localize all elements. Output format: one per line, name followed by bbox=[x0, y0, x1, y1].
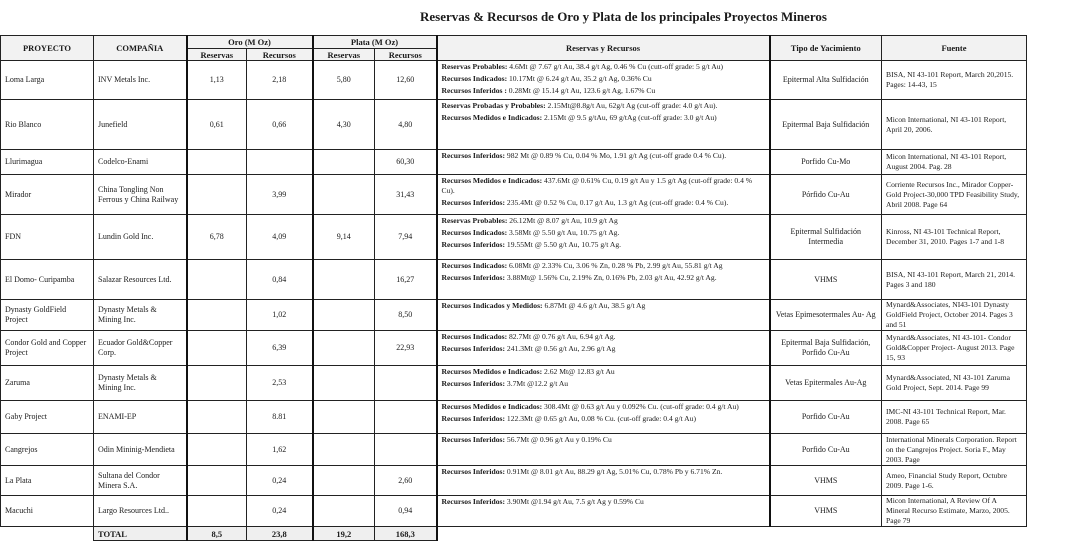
resource-category: Recursos Inferidos : bbox=[441, 86, 507, 95]
resource-detail: 122.3Mt @ 0.65 g/t Au, 0.08 % Cu. (cut-off grade: 0.4 g/t Au) bbox=[505, 414, 696, 423]
cell-fuente: Mynard&Associates, NI43-101 Dynasty GoldField Project, October 2014. Pages 3 and 51 bbox=[882, 300, 1027, 331]
resource-category: Recursos Inferidos: bbox=[441, 151, 505, 160]
cell-plata-recursos: 7,94 bbox=[375, 215, 437, 260]
header-plata: Plata (M Oz) bbox=[313, 36, 437, 49]
resource-detail: 3.90Mt @1.94 g/t Au, 7.5 g/t Ag y 0.59% Cu bbox=[505, 497, 644, 506]
cell-oro-reservas: 0,61 bbox=[187, 100, 247, 150]
cell-plata-recursos bbox=[375, 366, 437, 401]
cell-oro-reservas bbox=[187, 260, 247, 300]
header-tipo: Tipo de Yacimiento bbox=[770, 36, 882, 61]
table-row bbox=[1, 150, 1027, 175]
cell-fuente: Mynard&Associated, NI 43-101 Zaruma Gold Project, Sept. 2014. Page 99 bbox=[882, 366, 1027, 401]
resource-entry bbox=[442, 86, 765, 96]
resource-category: Recursos Inferidos: bbox=[441, 240, 505, 249]
resource-entry bbox=[442, 402, 765, 412]
resource-detail: 10.17Mt @ 6.24 g/t Au, 35.2 g/t Ag, 0.36% Cu bbox=[507, 74, 652, 83]
resource-entry bbox=[442, 101, 765, 111]
resource-entry bbox=[442, 198, 765, 208]
cell-tipo-yacimiento: Epitermal Alta Sulfidación bbox=[770, 61, 882, 100]
total-label: TOTAL bbox=[94, 527, 187, 541]
cell-oro-recursos: 0,66 bbox=[247, 100, 313, 150]
resource-entry bbox=[442, 62, 765, 72]
cell-proyecto: Rio Blanco bbox=[1, 100, 94, 150]
cell-plata-recursos: 22,93 bbox=[375, 331, 437, 366]
cell-oro-recursos: 0,84 bbox=[247, 260, 313, 300]
resource-category: Recursos Inferidos: bbox=[441, 344, 505, 353]
resource-category: Recursos Inferidos: bbox=[441, 379, 505, 388]
cell-fuente: Kinross, NI 43-101 Technical Report, December 31, 2010. Pages 1-7 and 1-8 bbox=[882, 215, 1027, 260]
total-plata-reservas: 19,2 bbox=[313, 527, 375, 541]
cell-oro-reservas bbox=[187, 300, 247, 331]
resource-detail: 0.91Mt @ 8.01 g/t Au, 88.29 g/t Ag, 5.01% Cu, 0.78% Pb y 6.71% Zn. bbox=[505, 467, 723, 476]
cell-plata-reservas bbox=[313, 300, 375, 331]
cell-plata-reservas: 4,30 bbox=[313, 100, 375, 150]
resource-detail: 6.87Mt @ 4.6 g/t Au, 38.5 g/t Ag bbox=[542, 301, 646, 310]
resource-entry bbox=[442, 344, 765, 354]
table-row bbox=[1, 61, 1027, 100]
header-oro-reservas: Reservas bbox=[187, 49, 247, 61]
cell-plata-recursos: 12,60 bbox=[375, 61, 437, 100]
cell-fuente: IMC-NI 43-101 Technical Report, Mar. 2008. Page 65 bbox=[882, 401, 1027, 434]
cell-reservas-recursos bbox=[437, 100, 770, 150]
cell-plata-reservas bbox=[313, 175, 375, 215]
cell-tipo-yacimiento: VHMS bbox=[770, 260, 882, 300]
table-row bbox=[1, 175, 1027, 215]
cell-plata-reservas bbox=[313, 150, 375, 175]
resource-entry bbox=[442, 379, 765, 389]
cell-proyecto: La Plata bbox=[1, 466, 94, 496]
resource-detail: 235.4Mt @ 0.52 % Cu, 0.17 g/t Au, 1.3 g/t Ag (cut-off grade: 0.4 % Cu). bbox=[505, 198, 729, 207]
table-row bbox=[1, 100, 1027, 150]
cell-plata-recursos: 4,80 bbox=[375, 100, 437, 150]
resource-entry bbox=[442, 332, 765, 342]
cell-tipo-yacimiento: Pórfido Cu-Au bbox=[770, 175, 882, 215]
cell-oro-reservas: 1,13 bbox=[187, 61, 247, 100]
total-oro-reservas: 8,5 bbox=[187, 527, 247, 541]
cell-tipo-yacimiento: Epitermal Baja Sulfidación, Porfido Cu-Au bbox=[770, 331, 882, 366]
cell-oro-reservas: 6,78 bbox=[187, 215, 247, 260]
cell-plata-reservas bbox=[313, 260, 375, 300]
cell-fuente: Mynard&Associates, NI 43-101- Condor Gold&Copper Project- August 2013. Page 15, 93 bbox=[882, 331, 1027, 366]
total-row bbox=[1, 527, 1027, 541]
cell-proyecto: Gaby Project bbox=[1, 401, 94, 434]
cell-reservas-recursos bbox=[437, 366, 770, 401]
resource-detail: 241.3Mt @ 0.56 g/t Au, 2.96 g/t Ag bbox=[505, 344, 616, 353]
resource-entry bbox=[442, 301, 765, 311]
cell-oro-recursos: 1,62 bbox=[247, 434, 313, 466]
mining-projects-table bbox=[0, 35, 1027, 541]
resource-category: Recursos Indicados: bbox=[441, 261, 508, 270]
total-plata-recursos: 168,3 bbox=[375, 527, 437, 541]
cell-compania: Lundin Gold Inc. bbox=[94, 215, 187, 260]
header-oro: Oro (M Oz) bbox=[187, 36, 313, 49]
cell-plata-recursos: 31,43 bbox=[375, 175, 437, 215]
resource-category: Recursos Medidos e Indicados: bbox=[441, 113, 543, 122]
blank-cell bbox=[1, 527, 94, 541]
cell-oro-reservas bbox=[187, 150, 247, 175]
cell-plata-recursos bbox=[375, 434, 437, 466]
resource-entry bbox=[442, 414, 765, 424]
resource-category: Reservas Probadas y Probables: bbox=[441, 101, 546, 110]
cell-plata-reservas bbox=[313, 466, 375, 496]
cell-oro-reservas bbox=[187, 434, 247, 466]
cell-reservas-recursos bbox=[437, 331, 770, 366]
cell-proyecto: Dynasty GoldField Project bbox=[1, 300, 94, 331]
cell-proyecto: El Domo- Curipamba bbox=[1, 260, 94, 300]
cell-plata-reservas bbox=[313, 496, 375, 527]
resource-category: Recursos Medidos e Indicados: bbox=[441, 402, 543, 411]
cell-tipo-yacimiento: VHMS bbox=[770, 466, 882, 496]
resource-category: Recursos Medidos e Indicados: bbox=[441, 176, 543, 185]
cell-oro-recursos: 4,09 bbox=[247, 215, 313, 260]
cell-oro-recursos: 2,18 bbox=[247, 61, 313, 100]
cell-tipo-yacimiento: Vetas Epimesotermales Au- Ag bbox=[770, 300, 882, 331]
cell-proyecto: Llurimagua bbox=[1, 150, 94, 175]
resource-entry bbox=[442, 367, 765, 377]
cell-reservas-recursos bbox=[437, 150, 770, 175]
cell-oro-reservas bbox=[187, 496, 247, 527]
header-proyecto: PROYECTO bbox=[1, 36, 94, 61]
resource-detail: 6.08Mt @ 2.33% Cu, 3.06 % Zn, 0.28 % Pb, 2.99 g/t Au, 55.81 g/t Ag bbox=[507, 261, 723, 270]
cell-oro-reservas bbox=[187, 331, 247, 366]
resource-detail: 19.55Mt @ 5.50 g/t Au, 10.75 g/t Ag. bbox=[505, 240, 622, 249]
cell-fuente: International Minerals Corporation. Report on the Cangrejos Project. Soria F., May 2003. Page bbox=[882, 434, 1027, 466]
cell-proyecto: FDN bbox=[1, 215, 94, 260]
cell-reservas-recursos bbox=[437, 434, 770, 466]
cell-plata-reservas: 5,80 bbox=[313, 61, 375, 100]
blank-cell bbox=[437, 527, 1027, 541]
resource-entry bbox=[442, 435, 765, 445]
resource-detail: 308.4Mt @ 0.63 g/t Au y 0.092% Cu. (cut-off grade: 0.4 g/t Au) bbox=[542, 402, 739, 411]
cell-reservas-recursos bbox=[437, 215, 770, 260]
cell-oro-reservas bbox=[187, 466, 247, 496]
cell-oro-recursos: 0,24 bbox=[247, 466, 313, 496]
cell-tipo-yacimiento: Porfido Cu-Au bbox=[770, 401, 882, 434]
resource-category: Recursos Inferidos: bbox=[441, 198, 505, 207]
cell-plata-recursos: 60,30 bbox=[375, 150, 437, 175]
cell-reservas-recursos bbox=[437, 466, 770, 496]
resource-category: Recursos Indicados y Medidos: bbox=[441, 301, 543, 310]
resource-category: Reservas Probables: bbox=[441, 62, 508, 71]
resource-detail: 56.7Mt @ 0.96 g/t Au y 0.19% Cu bbox=[505, 435, 612, 444]
cell-fuente: Micon International, NI 43-101 Report, August 2004. Pag. 28 bbox=[882, 150, 1027, 175]
header-plata-reservas: Reservas bbox=[313, 49, 375, 61]
table-row bbox=[1, 496, 1027, 527]
resource-detail: 3.58Mt @ 5.50 g/t Au, 10.75 g/t Ag. bbox=[507, 228, 620, 237]
cell-oro-recursos: 8.81 bbox=[247, 401, 313, 434]
cell-tipo-yacimiento: VHMS bbox=[770, 496, 882, 527]
cell-reservas-recursos bbox=[437, 496, 770, 527]
cell-proyecto: Loma Larga bbox=[1, 61, 94, 100]
cell-reservas-recursos bbox=[437, 260, 770, 300]
cell-compania: Salazar Resources Ltd. bbox=[94, 260, 187, 300]
cell-oro-recursos: 2,53 bbox=[247, 366, 313, 401]
cell-plata-reservas bbox=[313, 401, 375, 434]
cell-oro-recursos: 1,02 bbox=[247, 300, 313, 331]
cell-compania: Sultana del Condor Minera S.A. bbox=[94, 466, 187, 496]
cell-oro-recursos: 3,99 bbox=[247, 175, 313, 215]
cell-proyecto: Mirador bbox=[1, 175, 94, 215]
resource-detail: 0.28Mt @ 15.14 g/t Au, 123.6 g/t Ag, 1.67% Cu bbox=[506, 86, 656, 95]
cell-proyecto: Zaruma bbox=[1, 366, 94, 401]
table-row bbox=[1, 331, 1027, 366]
resource-entry bbox=[442, 273, 765, 283]
cell-tipo-yacimiento: Porfido Cu-Au bbox=[770, 434, 882, 466]
cell-fuente: Micon International, A Review Of A Mineral Recurso Estimate, Marzo, 2005. Page 79 bbox=[882, 496, 1027, 527]
cell-oro-recursos: 0,24 bbox=[247, 496, 313, 527]
cell-tipo-yacimiento: Epitermal Baja Sulfidación bbox=[770, 100, 882, 150]
cell-compania: Ecuador Gold&Copper Corp. bbox=[94, 331, 187, 366]
cell-plata-recursos: 0,94 bbox=[375, 496, 437, 527]
table-row bbox=[1, 300, 1027, 331]
header-compania: COMPAÑIA bbox=[94, 36, 187, 61]
resource-category: Recursos Indicados: bbox=[441, 332, 508, 341]
cell-reservas-recursos bbox=[437, 300, 770, 331]
cell-proyecto: Macuchi bbox=[1, 496, 94, 527]
table-row bbox=[1, 260, 1027, 300]
header-fuente: Fuente bbox=[882, 36, 1027, 61]
header-oro-recursos: Recursos bbox=[247, 49, 313, 61]
cell-plata-reservas: 9,14 bbox=[313, 215, 375, 260]
cell-plata-recursos: 16,27 bbox=[375, 260, 437, 300]
table-row bbox=[1, 466, 1027, 496]
document-title: Reservas & Recursos de Oro y Plata de los principales Proyectos Mineros bbox=[420, 9, 827, 24]
resource-detail: 2.15Mt @ 9.5 g/tAu, 69 g/tAg (cut-off grade: 3.0 g/t Au) bbox=[542, 113, 717, 122]
cell-compania: Dynasty Metals & Mining Inc. bbox=[94, 300, 187, 331]
cell-compania: Odin Mininig-Mendieta bbox=[94, 434, 187, 466]
cell-oro-recursos bbox=[247, 150, 313, 175]
cell-tipo-yacimiento: Epitermal Sulfidación Intermedia bbox=[770, 215, 882, 260]
cell-oro-reservas bbox=[187, 401, 247, 434]
resource-detail: 2.62 Mt@ 12.83 g/t Au bbox=[542, 367, 615, 376]
cell-compania: Largo Resources Ltd.. bbox=[94, 496, 187, 527]
resource-entry bbox=[442, 228, 765, 238]
table-row bbox=[1, 401, 1027, 434]
resource-detail: 4.6Mt @ 7.67 g/t Au, 38.4 g/t Ag, 0.46 % Cu (cutt-off grade: 5 g/t Au) bbox=[507, 62, 724, 71]
resource-entry bbox=[442, 240, 765, 250]
cell-compania: ENAMI-EP bbox=[94, 401, 187, 434]
cell-plata-reservas bbox=[313, 366, 375, 401]
resource-detail: 437.6Mt @ 0.61% Cu, 0.19 g/t Au y 1.5 g/t Ag (cut-off grade: 0.4 % Cu). bbox=[441, 176, 753, 195]
total-oro-recursos: 23,8 bbox=[247, 527, 313, 541]
resource-entry bbox=[442, 216, 765, 226]
cell-compania: Dynasty Metals & Mining Inc. bbox=[94, 366, 187, 401]
resource-entry bbox=[442, 467, 765, 477]
resource-entry bbox=[442, 497, 765, 507]
cell-oro-reservas bbox=[187, 175, 247, 215]
resource-category: Recursos Inferidos: bbox=[441, 435, 505, 444]
cell-fuente: BISA, NI 43-101 Report, March 20,2015. Pages: 14-43, 15 bbox=[882, 61, 1027, 100]
resource-category: Recursos Inferidos: bbox=[441, 497, 505, 506]
cell-plata-reservas bbox=[313, 434, 375, 466]
cell-proyecto: Cangrejos bbox=[1, 434, 94, 466]
table-row bbox=[1, 215, 1027, 260]
resource-category: Recursos Indicados: bbox=[441, 228, 508, 237]
resource-entry bbox=[442, 151, 765, 161]
table-row bbox=[1, 366, 1027, 401]
header-plata-recursos: Recursos bbox=[375, 49, 437, 61]
resource-category: Recursos Medidos e Indicados: bbox=[441, 367, 543, 376]
resource-detail: 3.88Mt@ 1.56% Cu, 2.19% Zn, 0.16% Pb, 2.03 g/t Au, 42.92 g/t Ag. bbox=[505, 273, 717, 282]
resource-detail: 3.7Mt @12.2 g/t Au bbox=[505, 379, 569, 388]
resource-entry bbox=[442, 176, 765, 196]
resource-entry bbox=[442, 74, 765, 84]
cell-plata-recursos: 2,60 bbox=[375, 466, 437, 496]
cell-fuente: Micon International, NI 43-101 Report, April 20, 2006. bbox=[882, 100, 1027, 150]
cell-compania: INV Metals Inc. bbox=[94, 61, 187, 100]
resource-detail: 82.7Mt @ 0.76 g/t Au, 6.94 g/t Ag. bbox=[507, 332, 616, 341]
resource-category: Recursos Inferidos: bbox=[441, 273, 505, 282]
cell-tipo-yacimiento: Porfido Cu-Mo bbox=[770, 150, 882, 175]
resource-detail: 26.12Mt @ 8.07 g/t Au, 10.9 g/t Ag bbox=[507, 216, 618, 225]
resource-detail: 982 Mt @ 0.89 % Cu, 0.04 % Mo, 1.91 g/t Ag (cut-off grade 0.4 % Cu). bbox=[505, 151, 727, 160]
cell-oro-recursos: 6,39 bbox=[247, 331, 313, 366]
cell-plata-recursos bbox=[375, 401, 437, 434]
resource-detail: 2.15Mt@8.8g/t Au, 62g/t Ag (cut-off grade: 4.0 g/t Au). bbox=[545, 101, 718, 110]
cell-compania: China Tongling Non Ferrous y China Railway bbox=[94, 175, 187, 215]
cell-compania: Junefield bbox=[94, 100, 187, 150]
cell-plata-recursos: 8,50 bbox=[375, 300, 437, 331]
cell-fuente: BISA, NI 43-101 Report, March 21, 2014. Pages 3 and 180 bbox=[882, 260, 1027, 300]
cell-oro-reservas bbox=[187, 366, 247, 401]
cell-reservas-recursos bbox=[437, 401, 770, 434]
resource-category: Recursos Indicados: bbox=[441, 74, 508, 83]
cell-tipo-yacimiento: Vetas Epitermales Au-Ag bbox=[770, 366, 882, 401]
resource-category: Reservas Probables: bbox=[441, 216, 508, 225]
header-reservas-recursos: Reservas y Recursos bbox=[437, 36, 770, 61]
resource-category: Recursos Inferidos: bbox=[441, 414, 505, 423]
resource-entry bbox=[442, 113, 765, 123]
cell-fuente: Corriente Recursos Inc., Mirador Copper-Gold Project-30,000 TPD Feasibility Study, Abril 2008. Page 64 bbox=[882, 175, 1027, 215]
resource-entry bbox=[442, 261, 765, 271]
cell-compania: Codelco-Enami bbox=[94, 150, 187, 175]
cell-plata-reservas bbox=[313, 331, 375, 366]
table-row bbox=[1, 434, 1027, 466]
cell-reservas-recursos bbox=[437, 61, 770, 100]
cell-proyecto: Condor Gold and Copper Project bbox=[1, 331, 94, 366]
cell-reservas-recursos bbox=[437, 175, 770, 215]
resource-category: Recursos Inferidos: bbox=[441, 467, 505, 476]
cell-fuente: Ameo, Financial Study Report, Octubre 2009. Page 1-6. bbox=[882, 466, 1027, 496]
